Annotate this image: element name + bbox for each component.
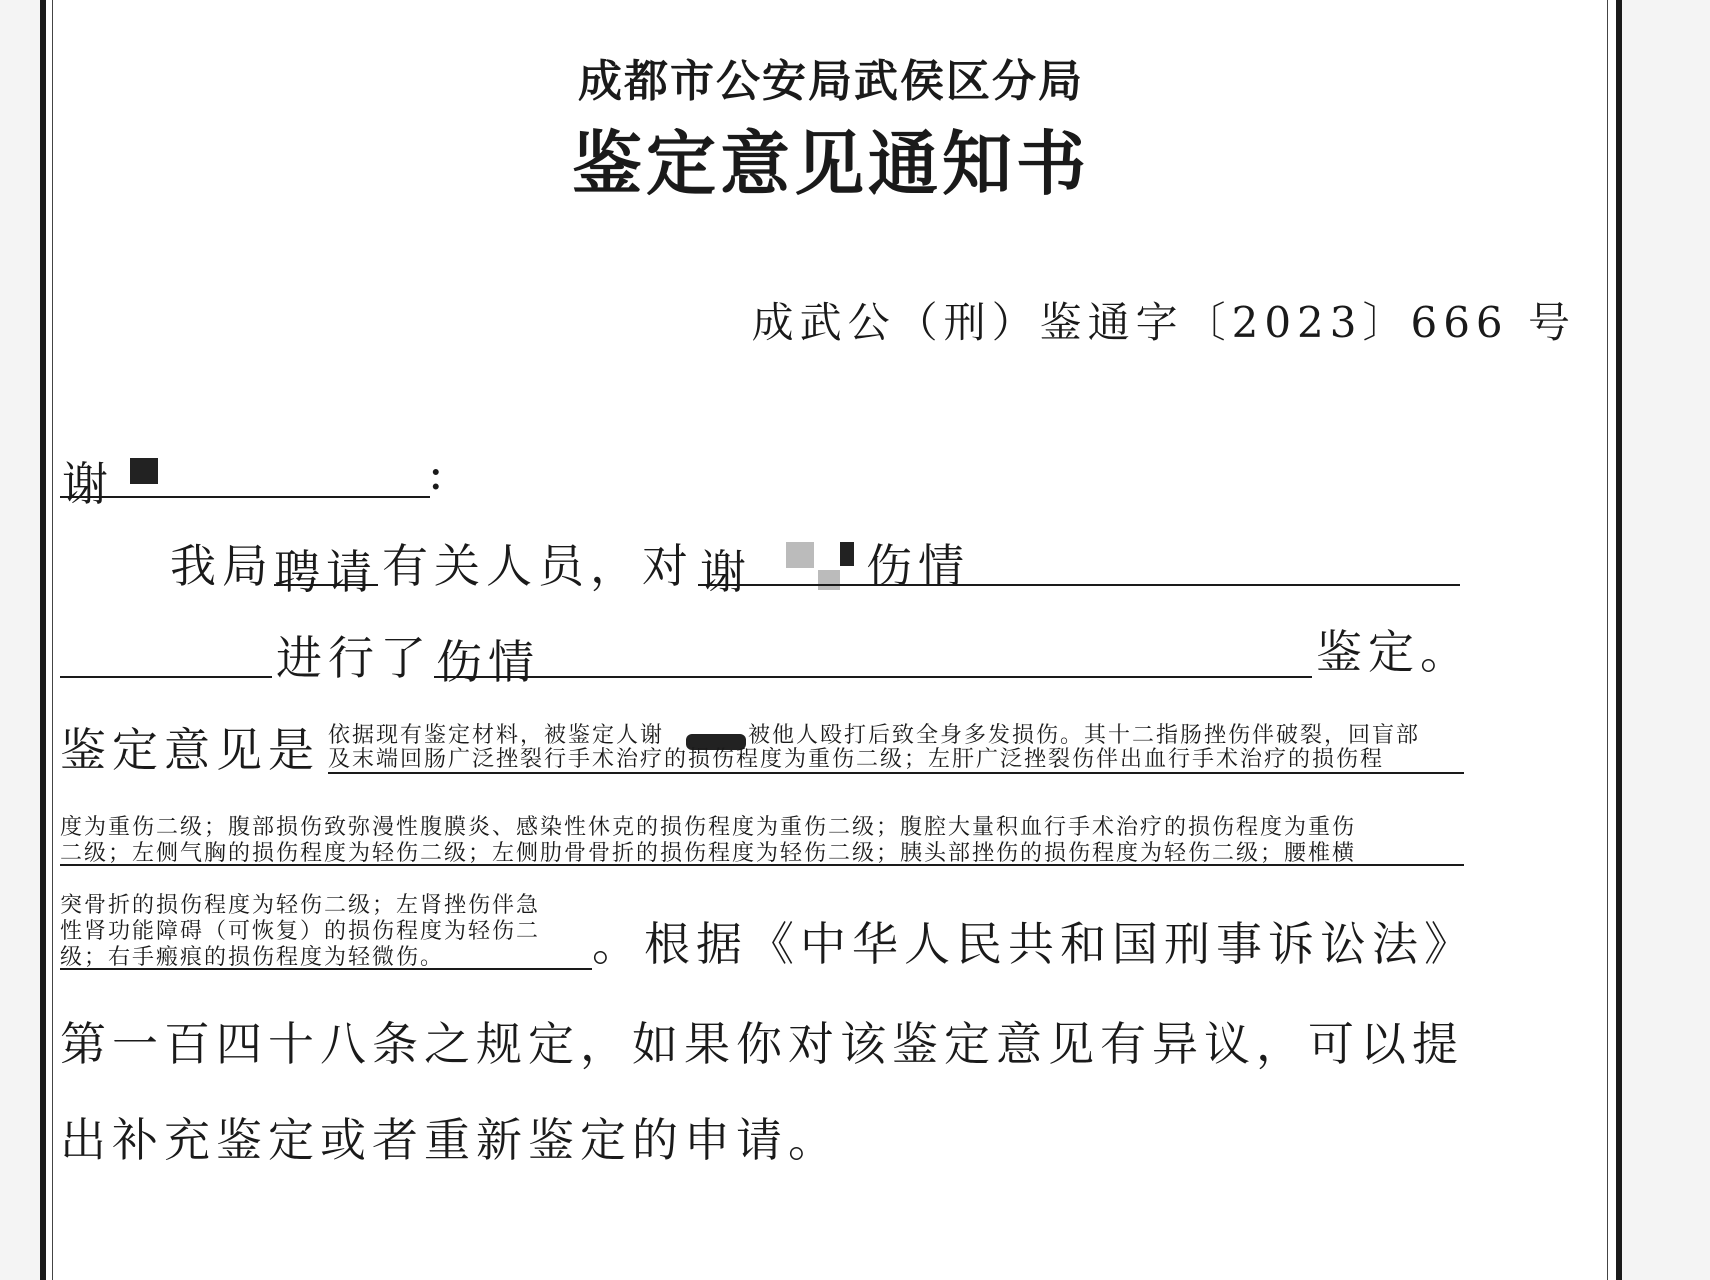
opinion-text-line: 性肾功能障碍（可恢复）的损伤程度为轻伤二 — [60, 919, 541, 944]
line1-name-underline — [698, 584, 1460, 586]
body-line2-fill: 伤情 — [436, 635, 540, 689]
opinion-label: 鉴定意见是 — [60, 723, 320, 777]
body-line1-middle: 有关人员，对 — [382, 539, 694, 593]
opinion-text-line: 二级；左侧气胸的损伤程度为轻伤二级；左侧肋骨骨折的损伤程度为轻伤二级；胰头部挫伤的损伤程度为轻伤二级；腰椎横 — [60, 841, 1357, 866]
body-line2-middle: 进行了 — [276, 631, 432, 685]
line2-fill-underline — [434, 676, 1312, 678]
opinion-text-line: 度为重伤二级；腹部损伤致弥漫性腹膜炎、感染性休克的损伤程度为重伤二级；腹腔大量积血行手术治疗的损伤程度为重伤 — [60, 815, 1357, 840]
recipient-colon: : — [428, 446, 450, 500]
recipient-name: 谢 — [62, 457, 114, 511]
opinion-underline — [60, 968, 592, 970]
body-line2-suffix: 鉴定。 — [1316, 625, 1472, 679]
opinion-text-line: 突骨折的损伤程度为轻伤二级；左肾挫伤伴急 — [60, 893, 541, 918]
opinion-text-line: 依据现有鉴定材料，被鉴定人谢 — [328, 723, 665, 748]
body-line1-name: 谢 — [700, 545, 752, 599]
opinion-text-line: 及末端回肠广泛挫裂行手术治疗的损伤程度为重伤二级；左肝广泛挫裂伤伴出血行手术治疗的损伤程 — [328, 747, 1385, 772]
body-line1-object: 伤情 — [866, 539, 970, 593]
body-law-line: 第一百四十八条之规定，如果你对该鉴定意见有异议，可以提 — [60, 1017, 1464, 1071]
line1-fill-underline — [274, 584, 378, 586]
body-law-reference: 。根据《中华人民共和国刑事诉讼法》 — [592, 917, 1476, 971]
document-number: 成武公（刑）鉴通字〔2023〕666 号 — [751, 298, 1576, 347]
opinion-underline — [328, 772, 1464, 774]
body-last-line: 出补充鉴定或者重新鉴定的申请。 — [60, 1113, 840, 1167]
redaction-mark — [130, 458, 158, 484]
opinion-text-line: 被他人殴打后致全身多发损伤。其十二指肠挫伤伴破裂，回盲部 — [748, 723, 1421, 748]
line2-lead-underline — [60, 676, 272, 678]
document-title: 鉴定意见通知书 — [572, 122, 1090, 205]
opinion-text-line: 级；右手瘢痕的损伤程度为轻微伤。 — [60, 945, 445, 970]
agency-name: 成都市公安局武侯区分局 — [578, 56, 1084, 107]
opinion-underline — [60, 864, 1464, 866]
body-line1-prefix: 我局 — [170, 539, 274, 593]
recipient-underline — [60, 496, 430, 498]
redaction-mark — [840, 542, 854, 566]
notice-page — [40, 0, 1622, 1280]
body-line1-fill: 聘请 — [274, 545, 378, 599]
redaction-mark — [818, 570, 840, 590]
redaction-mark — [786, 542, 814, 568]
